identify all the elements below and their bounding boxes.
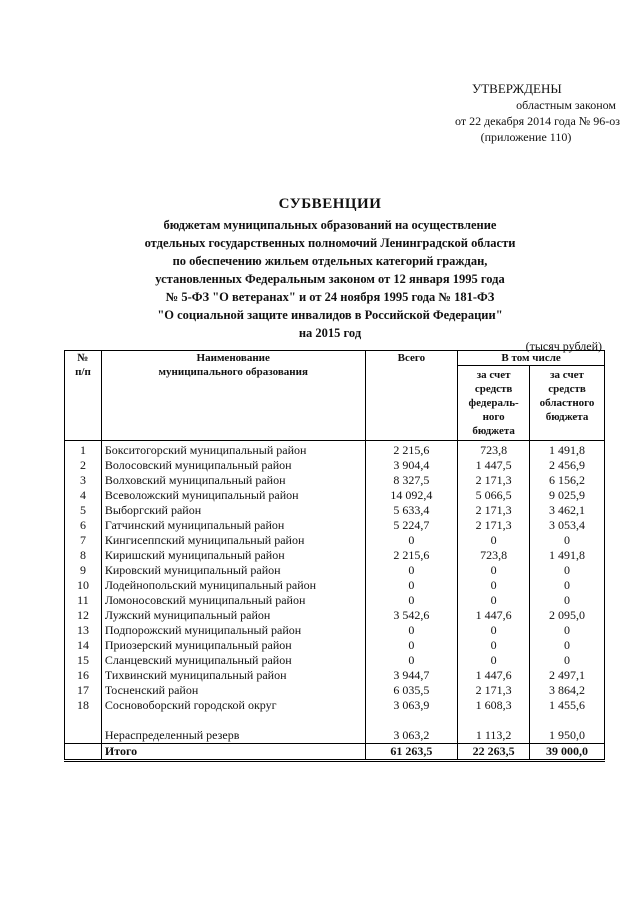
row-total: 3 063,9 [365, 698, 458, 713]
row-regional: 0 [530, 578, 605, 593]
row-name: Сланцевский муниципальный район [101, 653, 365, 668]
table-row [65, 563, 605, 578]
row-federal: 723,8 [458, 441, 530, 459]
row-num: 18 [65, 698, 102, 713]
total-federal: 22 263,5 [458, 744, 530, 761]
row-num: 11 [65, 593, 102, 608]
row-name: Подпорожский муниципальный район [101, 623, 365, 638]
title-line: на 2015 год [298, 326, 362, 340]
table-body [65, 441, 605, 714]
header-including: В том числе [458, 351, 605, 366]
row-name: Лужский муниципальный район [101, 608, 365, 623]
reserve-row [65, 713, 605, 728]
row-name: Киришский муниципальный район [101, 548, 365, 563]
reserve-total: 3 063,2 [365, 728, 458, 744]
table-row [65, 683, 605, 698]
total-row [65, 744, 605, 761]
header-name: Наименование муниципального образования [101, 351, 365, 441]
table-row [65, 533, 605, 548]
title-line: отдельных государственных полномочий Ленинградской области [144, 236, 516, 250]
title-line: бюджетам муниципальных образований на осуществление [163, 218, 497, 232]
title-line: установленных Федеральным законом от 12 января 1995 года [155, 272, 505, 286]
row-federal: 1 447,5 [458, 458, 530, 473]
row-num: 7 [65, 533, 102, 548]
row-regional: 1 491,8 [530, 548, 605, 563]
row-total: 0 [365, 638, 458, 653]
row-total: 14 092,4 [365, 488, 458, 503]
row-total: 5 224,7 [365, 518, 458, 533]
row-total: 0 [365, 623, 458, 638]
total-regional: 39 000,0 [530, 744, 605, 761]
row-num: 6 [65, 518, 102, 533]
row-federal: 0 [458, 533, 530, 548]
table-row [65, 458, 605, 473]
table-row [65, 473, 605, 488]
row-federal: 1 447,6 [458, 668, 530, 683]
header-federal: за счет средств федераль- ного бюджета [458, 366, 530, 441]
row-num: 8 [65, 548, 102, 563]
reserve-federal: 1 113,2 [458, 728, 530, 744]
row-federal: 2 171,3 [458, 473, 530, 488]
row-num: 1 [65, 441, 102, 459]
row-num: 2 [65, 458, 102, 473]
row-num: 5 [65, 503, 102, 518]
row-total: 0 [365, 578, 458, 593]
row-name: Бокситогорский муниципальный район [101, 441, 365, 459]
table-row [65, 548, 605, 563]
approval-heading: УТВЕРЖДЕНЫ [472, 81, 562, 96]
row-name: Тихвинский муниципальный район [101, 668, 365, 683]
table-row [65, 668, 605, 683]
row-regional: 0 [530, 563, 605, 578]
row-regional: 3 864,2 [530, 683, 605, 698]
table-row [65, 518, 605, 533]
row-total: 2 215,6 [365, 548, 458, 563]
row-total: 3 944,7 [365, 668, 458, 683]
row-total: 0 [365, 653, 458, 668]
header-regional: за счет средств областного бюджета [530, 366, 605, 441]
row-regional: 0 [530, 533, 605, 548]
row-name: Кингисеппский муниципальный район [101, 533, 365, 548]
row-total: 2 215,6 [365, 441, 458, 459]
row-federal: 0 [458, 563, 530, 578]
row-regional: 3 462,1 [530, 503, 605, 518]
title-main: СУБВЕНЦИИ [278, 196, 382, 212]
row-regional: 2 497,1 [530, 668, 605, 683]
row-total: 6 035,5 [365, 683, 458, 698]
row-federal: 0 [458, 653, 530, 668]
title-line: № 5-ФЗ "О ветеранах" и от 24 ноября 1995 года № 181-ФЗ [165, 290, 495, 304]
row-federal: 0 [458, 623, 530, 638]
row-name: Сосновоборский городской округ [101, 698, 365, 713]
row-num: 3 [65, 473, 102, 488]
row-regional: 2 095,0 [530, 608, 605, 623]
row-total: 8 327,5 [365, 473, 458, 488]
title-line: "О социальной защите инвалидов в Российской Федерации" [157, 308, 503, 322]
row-name: Гатчинский муниципальный район [101, 518, 365, 533]
table-row [65, 578, 605, 593]
document-title [100, 194, 560, 342]
row-num: 15 [65, 653, 102, 668]
row-regional: 6 156,2 [530, 473, 605, 488]
row-regional: 0 [530, 653, 605, 668]
row-name: Всеволожский муниципальный район [101, 488, 365, 503]
row-total: 0 [365, 563, 458, 578]
row-federal: 2 171,3 [458, 503, 530, 518]
table-row [65, 441, 605, 459]
row-total: 3 904,4 [365, 458, 458, 473]
row-name: Приозерский муниципальный район [101, 638, 365, 653]
row-regional: 1 491,8 [530, 441, 605, 459]
row-name: Кировский муниципальный район [101, 563, 365, 578]
table-row [65, 623, 605, 638]
row-federal: 1 608,3 [458, 698, 530, 713]
row-regional: 0 [530, 623, 605, 638]
row-regional: 3 053,4 [530, 518, 605, 533]
approval-stamp [420, 81, 620, 145]
title-line: по обеспечению жильем отдельных категорий граждан, [172, 254, 488, 268]
row-name: Выборгский район [101, 503, 365, 518]
header-total: Всего [365, 351, 458, 441]
row-name: Лодейнопольский муниципальный район [101, 578, 365, 593]
reserve-regional: 1 950,0 [530, 728, 605, 744]
total-name: Итого [101, 744, 365, 761]
row-regional: 2 456,9 [530, 458, 605, 473]
row-num: 4 [65, 488, 102, 503]
row-total: 5 633,4 [365, 503, 458, 518]
row-num: 9 [65, 563, 102, 578]
row-regional: 9 025,9 [530, 488, 605, 503]
table-row [65, 653, 605, 668]
approval-law: областным законом [516, 98, 616, 112]
approval-annex: (приложение 110) [480, 130, 572, 144]
table-row [65, 608, 605, 623]
row-num: 13 [65, 623, 102, 638]
row-federal: 723,8 [458, 548, 530, 563]
row-total: 3 542,6 [365, 608, 458, 623]
approval-date: от 22 декабря 2014 года № 96-оз [454, 114, 620, 128]
subsidies-table [64, 350, 605, 762]
row-total: 0 [365, 593, 458, 608]
table-row [65, 503, 605, 518]
row-regional: 1 455,6 [530, 698, 605, 713]
row-federal: 0 [458, 638, 530, 653]
row-federal: 2 171,3 [458, 683, 530, 698]
row-name: Тосненский район [101, 683, 365, 698]
table-row [65, 638, 605, 653]
table-row [65, 593, 605, 608]
row-num: 14 [65, 638, 102, 653]
row-regional: 0 [530, 593, 605, 608]
row-federal: 0 [458, 578, 530, 593]
header-num: № п/п [65, 351, 102, 441]
row-federal: 5 066,5 [458, 488, 530, 503]
units-label: (тысяч рублей) [525, 339, 602, 353]
table-row [65, 698, 605, 713]
row-name: Волховский муниципальный район [101, 473, 365, 488]
row-federal: 0 [458, 593, 530, 608]
row-num: 12 [65, 608, 102, 623]
row-federal: 1 447,6 [458, 608, 530, 623]
row-total: 0 [365, 533, 458, 548]
row-federal: 2 171,3 [458, 518, 530, 533]
row-regional: 0 [530, 638, 605, 653]
row-num: 10 [65, 578, 102, 593]
table-row [65, 488, 605, 503]
total-total: 61 263,5 [365, 744, 458, 761]
row-num: 17 [65, 683, 102, 698]
row-name: Ломоносовский муниципальный район [101, 593, 365, 608]
reserve-name: Нераспределенный резерв [101, 728, 365, 744]
row-num: 16 [65, 668, 102, 683]
reserve-row [65, 728, 605, 744]
row-name: Волосовский муниципальный район [101, 458, 365, 473]
